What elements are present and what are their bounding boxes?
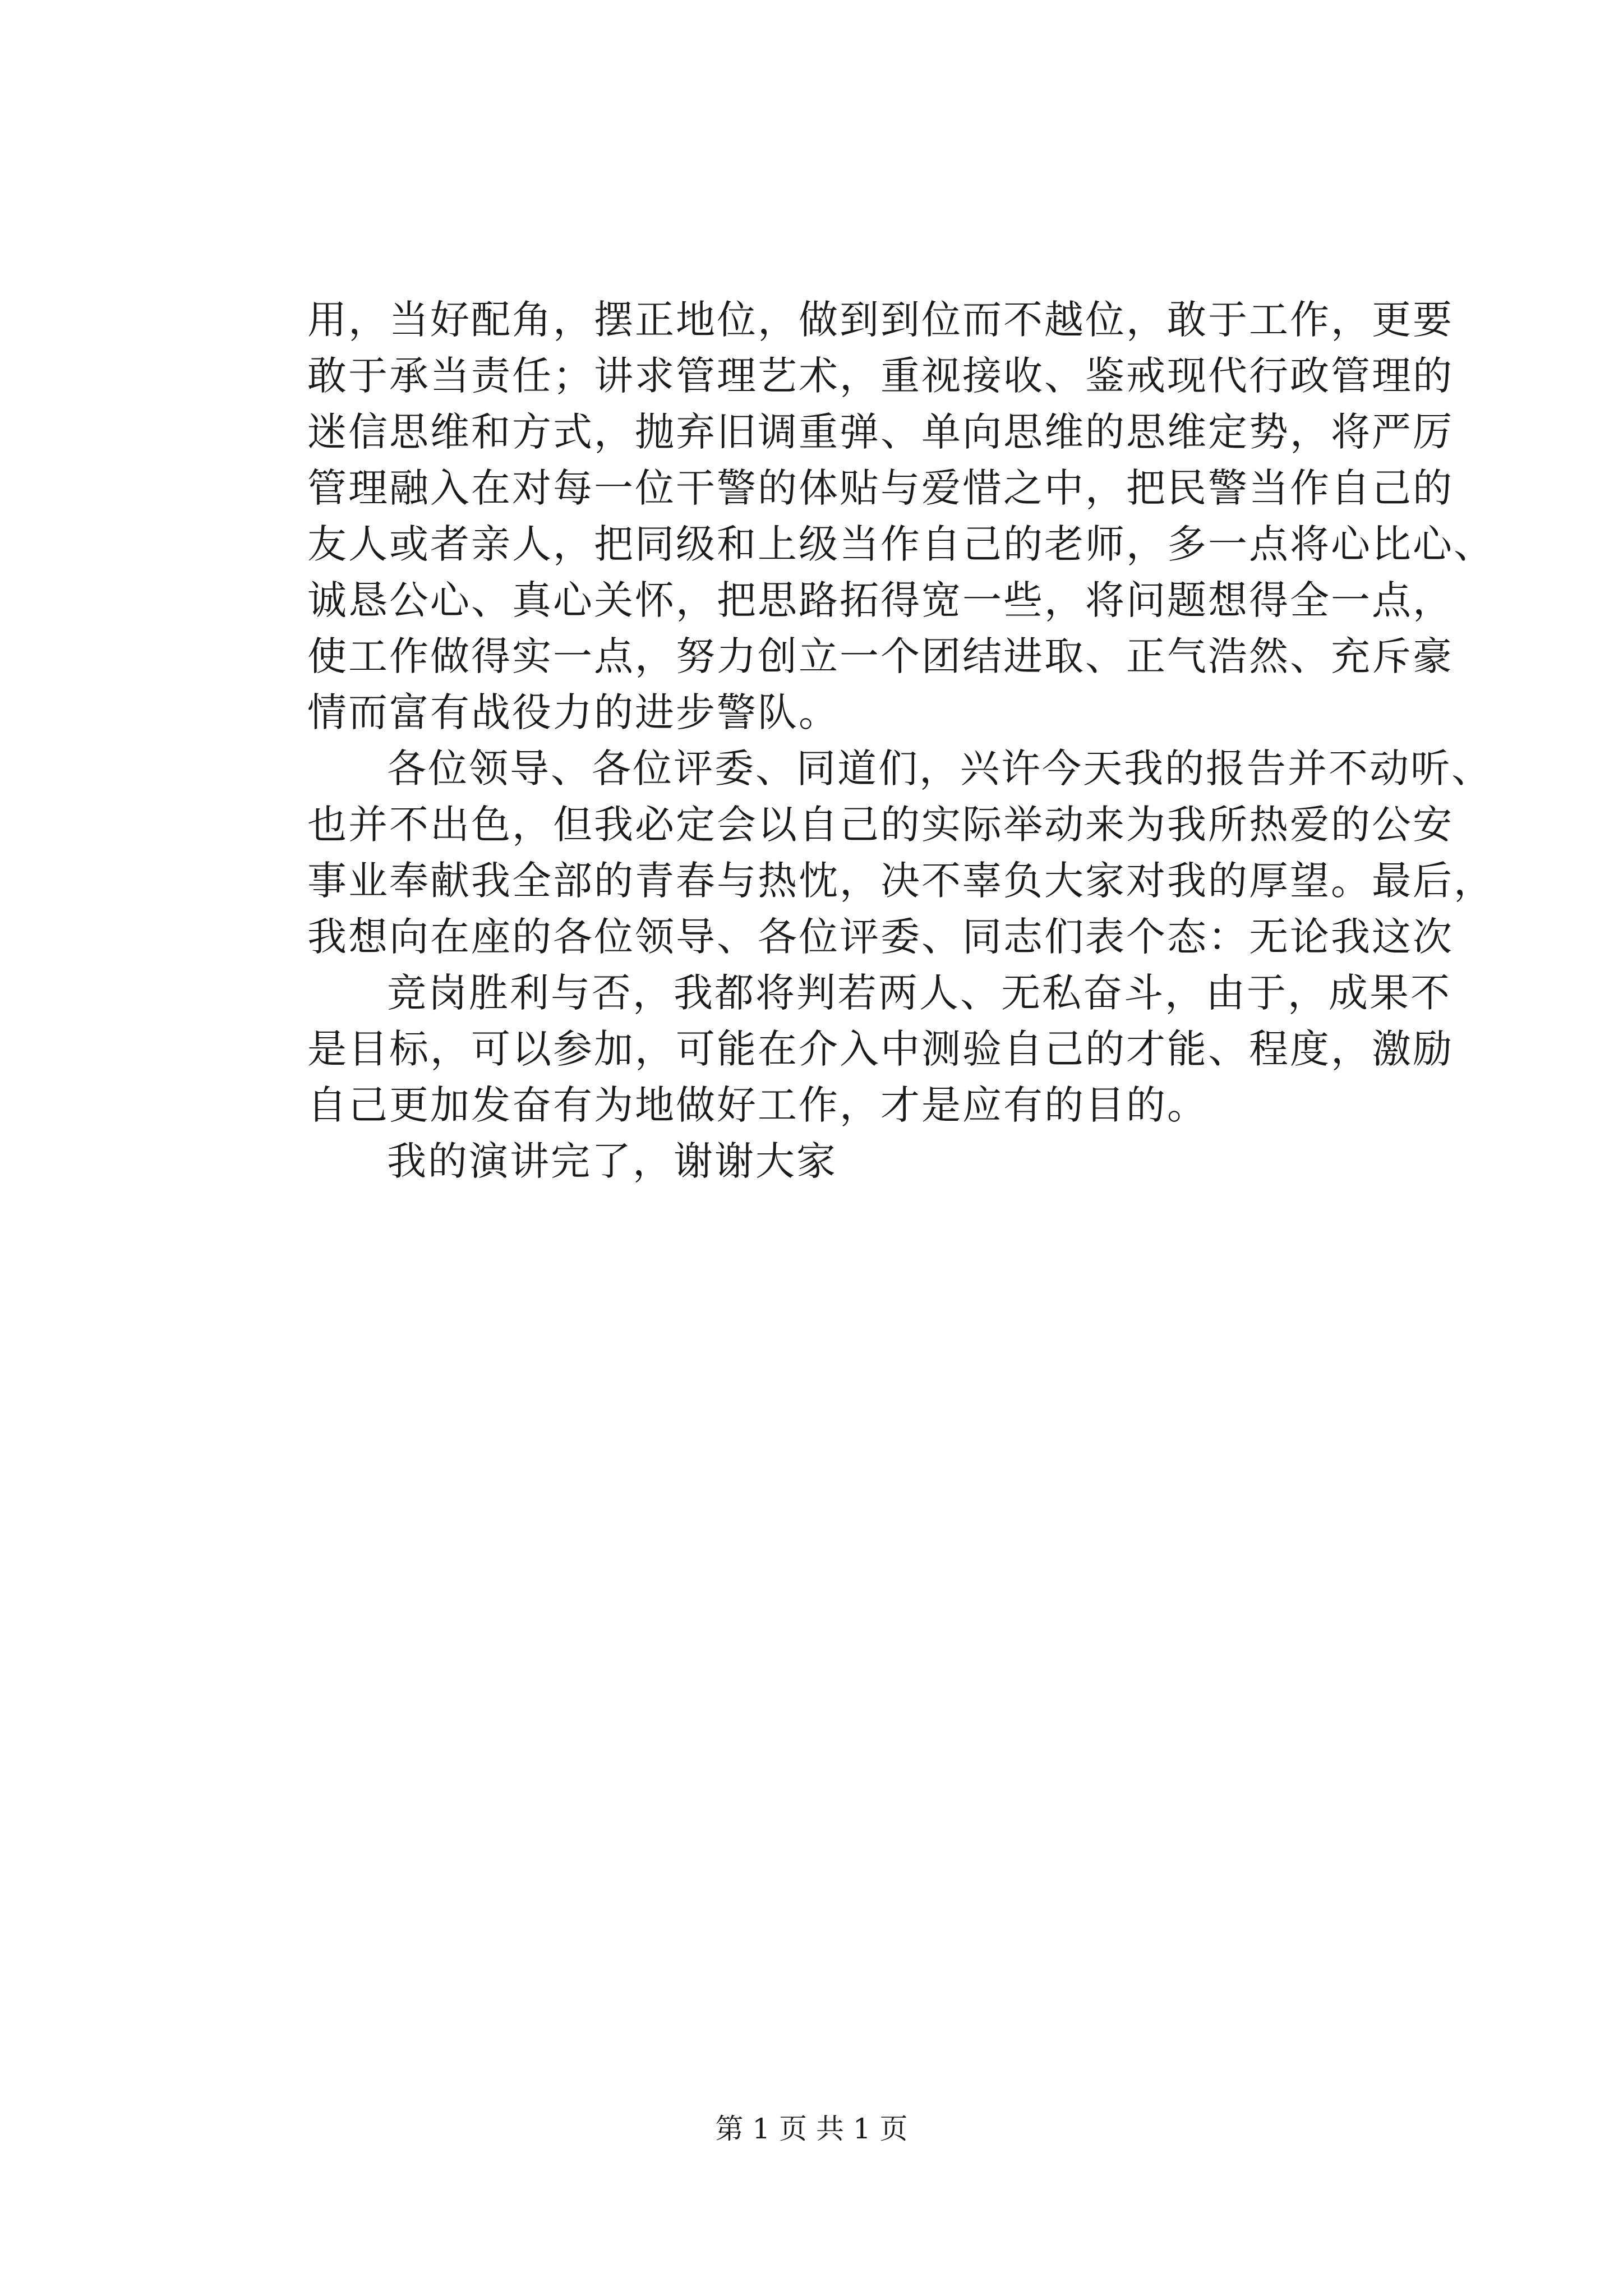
body-line-12: 我想向在座的各位领导、各位评委、同志们表个态：无论我这次 [307, 914, 1454, 960]
body-line-4: 管理融入在对每一位干警的体贴与爱惜之中，把民警当作自己的 [307, 465, 1454, 511]
body-line-10: 也并不出色，但我必定会以自己的实际举动来为我所热爱的公安 [307, 802, 1454, 848]
body-line-14: 是目标，可以参加，可能在介入中测验自己的才能、程度，激励 [307, 1026, 1454, 1072]
body-line-15: 自己更加发奋有为地做好工作，才是应有的目的。 [307, 1082, 1208, 1128]
body-line-16: 我的演讲完了，谢谢大家 [387, 1138, 837, 1184]
body-line-3: 迷信思维和方式，抛弃旧调重弹、单向思维的思维定势，将严厉 [307, 409, 1454, 455]
body-line-1: 用，当好配角，摆正地位，做到到位而不越位，敢于工作，更要 [307, 297, 1454, 343]
page-number-footer: 第 1 页 共 1 页 [715, 2113, 908, 2145]
body-line-7: 使工作做得实一点，努力创立一个团结进取、正气浩然、充斥豪 [307, 633, 1454, 679]
body-line-13: 竞岗胜利与否，我都将判若两人、无私奋斗，由于，成果不 [387, 970, 1451, 1016]
body-line-11: 事业奉献我全部的青春与热忱，决不辜负大家对我的厚望。最后， [307, 858, 1495, 904]
body-line-5: 友人或者亲人，把同级和上级当作自己的老师，多一点将心比心、 [307, 521, 1495, 567]
body-line-9: 各位领导、各位评委、同道们，兴许今天我的报告并不动听、 [387, 746, 1492, 792]
document-body [307, 292, 1495, 1189]
body-line-8: 情而富有战役力的进步警队。 [307, 689, 840, 735]
body-line-6: 诚恳公心、真心关怀，把思路拓得宽一些，将问题想得全一点， [307, 577, 1454, 623]
body-line-2: 敢于承当责任；讲求管理艺术，重视接收、鉴戒现代行政管理的 [307, 353, 1454, 399]
